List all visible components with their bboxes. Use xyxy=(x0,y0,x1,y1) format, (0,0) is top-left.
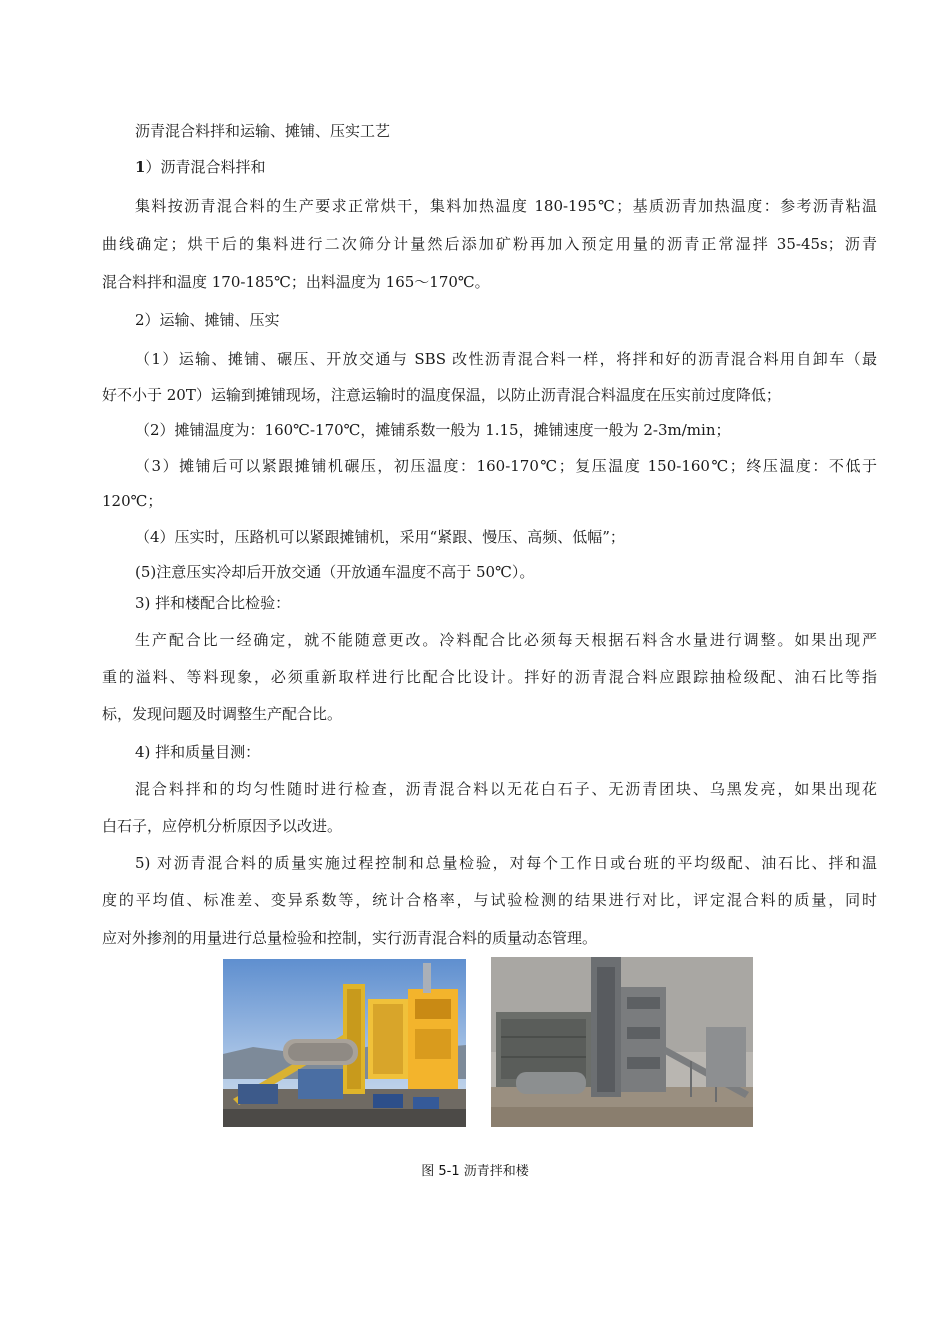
section-1-number: 1 xyxy=(135,158,146,176)
paragraph-line: 度的平均值、标准差、变异系数等，统计合格率，与试验检测的结果进行对比，评定混合料的质量，同时 xyxy=(102,891,877,909)
paragraph-line: 应对外掺剂的用量进行总量检验和控制，实行沥青混合料的质量动态管理。 xyxy=(102,929,598,947)
section-1-title: ）沥青混合料拌和 xyxy=(145,158,266,176)
section-4-heading: 4) 拌和质量目测： xyxy=(135,743,261,761)
paragraph-line: （3）摊铺后可以紧跟摊铺机碾压，初压温度：160-170℃；复压温度 150-160℃；终压温度：不低于 xyxy=(135,457,877,475)
asphalt-plant-photo-1 xyxy=(223,959,466,1127)
paragraph-line: 120℃； xyxy=(102,492,163,510)
paragraph-line: (5)注意压实冷却后开放交通（开放通车温度不高于 50℃）。 xyxy=(135,563,535,581)
paragraph-line: 5) 对沥青混合料的质量实施过程控制和总量检验，对每个工作日或台班的平均级配、油石比、拌和温 xyxy=(135,854,877,872)
paragraph-line: （1）运输、摊铺、碾压、开放交通与 SBS 改性沥青混合料一样，将拌和好的沥青混合料用自卸车（最 xyxy=(135,350,877,368)
section-1-heading xyxy=(135,157,265,177)
paragraph-line: 重的溢料、等料现象，必须重新取样进行比配合比设计。拌好的沥青混合料应跟踪抽检级配、油石比等指 xyxy=(102,668,877,686)
figure-caption: 图 5-1 沥青拌和楼 xyxy=(421,1164,529,1179)
paragraph-line: 标，发现问题及时调整生产配合比。 xyxy=(102,705,343,723)
paragraph-line: （4）压实时，压路机可以紧跟摊铺机，采用“紧跟、慢压、高频、低幅”； xyxy=(135,528,625,546)
paragraph-line: （2）摊铺温度为：160℃-170℃，摊铺系数一般为 1.15，摊铺速度一般为 2-3m/min； xyxy=(135,421,731,439)
section-2-heading: 2）运输、摊铺、压实 xyxy=(135,311,280,329)
paragraph-line: 曲线确定；烘干后的集料进行二次筛分计量然后添加矿粉再加入预定用量的沥青正常湿拌 35-45s；沥青 xyxy=(102,235,877,253)
asphalt-plant-photo-2 xyxy=(491,957,753,1127)
paragraph-line: 生产配合比一经确定，就不能随意更改。冷料配合比必须每天根据石料含水量进行调整。如果出现严 xyxy=(135,631,877,649)
section-3-heading: 3) 拌和楼配合比检验： xyxy=(135,594,291,612)
paragraph-line: 白石子，应停机分析原因予以改进。 xyxy=(102,817,343,835)
paragraph-line: 混合料拌和温度 170-185℃；出料温度为 165～170℃。 xyxy=(102,273,490,291)
paragraph-line: 集料按沥青混合料的生产要求正常烘干，集料加热温度 180-195℃；基质沥青加热温度：参考沥青粘温 xyxy=(135,197,877,215)
paragraph-line: 好不小于 20T）运输到摊铺现场，注意运输时的温度保温，以防止沥青混合料温度在压实前过度降低； xyxy=(102,386,781,404)
doc-title: 沥青混合料拌和运输、摊铺、压实工艺 xyxy=(135,122,391,140)
paragraph-line: 混合料拌和的均匀性随时进行检查，沥青混合料以无花白石子、无沥青团块、乌黑发亮，如果出现花 xyxy=(135,780,877,798)
